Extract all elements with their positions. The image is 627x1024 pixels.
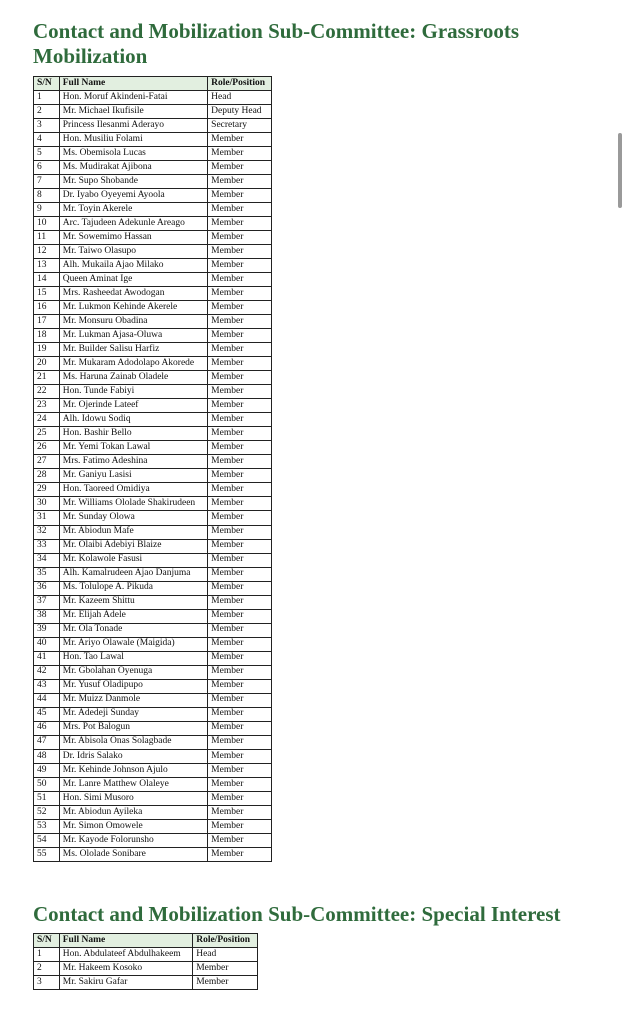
cell-role: Member bbox=[208, 735, 272, 749]
cell-sn: 46 bbox=[34, 721, 60, 735]
cell-full-name: Hon. Moruf Akindeni-Fatai bbox=[59, 91, 207, 105]
cell-full-name: Mr. Ola Tonade bbox=[59, 623, 207, 637]
table-row bbox=[34, 245, 272, 259]
cell-full-name: Mr. Mukaram Adodolapo Akorede bbox=[59, 357, 207, 371]
cell-full-name: Mrs. Pot Balogun bbox=[59, 721, 207, 735]
cell-sn: 21 bbox=[34, 371, 60, 385]
cell-role: Deputy Head bbox=[208, 105, 272, 119]
cell-full-name: Mr. Builder Salisu Harfiz bbox=[59, 343, 207, 357]
cell-role: Member bbox=[208, 791, 272, 805]
cell-full-name: Hon. Tao Lawal bbox=[59, 651, 207, 665]
cell-full-name: Mr. Abisola Onas Solagbade bbox=[59, 735, 207, 749]
cell-role: Member bbox=[208, 581, 272, 595]
cell-role: Member bbox=[208, 175, 272, 189]
table-row bbox=[34, 847, 272, 861]
cell-role: Member bbox=[208, 161, 272, 175]
table-row bbox=[34, 581, 272, 595]
cell-full-name: Mr. Ganiyu Lasisi bbox=[59, 469, 207, 483]
cell-role: Member bbox=[208, 637, 272, 651]
table-row bbox=[34, 948, 258, 962]
table-row bbox=[34, 651, 272, 665]
grassroots-member-table bbox=[33, 76, 272, 862]
cell-full-name: Hon. Musiliu Folami bbox=[59, 133, 207, 147]
table-row bbox=[34, 791, 272, 805]
table-row bbox=[34, 483, 272, 497]
cell-full-name: Hon. Abdulateef Abdulhakeem bbox=[59, 948, 192, 962]
table-row bbox=[34, 679, 272, 693]
cell-sn: 48 bbox=[34, 749, 60, 763]
table-row bbox=[34, 609, 272, 623]
cell-role: Secretary bbox=[208, 119, 272, 133]
cell-role: Member bbox=[208, 357, 272, 371]
cell-sn: 34 bbox=[34, 553, 60, 567]
cell-sn: 55 bbox=[34, 847, 60, 861]
cell-role: Member bbox=[208, 203, 272, 217]
cell-sn: 22 bbox=[34, 385, 60, 399]
cell-full-name: Mr. Abiodun Ayileka bbox=[59, 805, 207, 819]
cell-role: Member bbox=[208, 385, 272, 399]
cell-sn: 16 bbox=[34, 301, 60, 315]
column-header-full-name: Full Name bbox=[59, 77, 207, 91]
special-interest-member-table bbox=[33, 933, 258, 990]
cell-sn: 45 bbox=[34, 707, 60, 721]
cell-full-name: Mr. Toyin Akerele bbox=[59, 203, 207, 217]
cell-full-name: Mr. Sunday Olowa bbox=[59, 511, 207, 525]
cell-role: Member bbox=[208, 693, 272, 707]
cell-full-name: Mr. Lukman Ajasa-Oluwa bbox=[59, 329, 207, 343]
table-row bbox=[34, 511, 272, 525]
table-row bbox=[34, 637, 272, 651]
cell-sn: 8 bbox=[34, 189, 60, 203]
cell-role: Member bbox=[208, 539, 272, 553]
cell-sn: 54 bbox=[34, 833, 60, 847]
cell-full-name: Mr. Kolawole Fasusi bbox=[59, 553, 207, 567]
cell-role: Member bbox=[208, 609, 272, 623]
table-row bbox=[34, 693, 272, 707]
table-row bbox=[34, 273, 272, 287]
cell-sn: 36 bbox=[34, 581, 60, 595]
cell-sn: 6 bbox=[34, 161, 60, 175]
cell-full-name: Mr. Hakeem Kosoko bbox=[59, 962, 192, 976]
cell-role: Head bbox=[193, 948, 258, 962]
table-row bbox=[34, 231, 272, 245]
cell-role: Member bbox=[208, 553, 272, 567]
cell-role: Member bbox=[208, 833, 272, 847]
table-row bbox=[34, 343, 272, 357]
cell-full-name: Mr. Simon Omowele bbox=[59, 819, 207, 833]
cell-full-name: Mr. Sowemimo Hassan bbox=[59, 231, 207, 245]
cell-role: Member bbox=[208, 441, 272, 455]
table-row bbox=[34, 105, 272, 119]
cell-role: Member bbox=[193, 976, 258, 990]
cell-role: Member bbox=[208, 595, 272, 609]
column-header-role: Role/Position bbox=[208, 77, 272, 91]
cell-sn: 25 bbox=[34, 427, 60, 441]
cell-sn: 50 bbox=[34, 777, 60, 791]
cell-sn: 47 bbox=[34, 735, 60, 749]
cell-sn: 2 bbox=[34, 105, 60, 119]
cell-sn: 24 bbox=[34, 413, 60, 427]
section-title-special-interest: Contact and Mobilization Sub-Committee: Special Interest bbox=[33, 902, 561, 926]
cell-role: Member bbox=[208, 483, 272, 497]
cell-role: Member bbox=[208, 819, 272, 833]
table-row bbox=[34, 749, 272, 763]
table-row bbox=[34, 203, 272, 217]
cell-role: Member bbox=[208, 805, 272, 819]
column-header-full-name: Full Name bbox=[59, 934, 192, 948]
table-header-row bbox=[34, 934, 258, 948]
cell-sn: 1 bbox=[34, 948, 60, 962]
table-row bbox=[34, 469, 272, 483]
cell-role: Member bbox=[208, 525, 272, 539]
cell-role: Member bbox=[208, 455, 272, 469]
cell-full-name: Mr. Sakiru Gafar bbox=[59, 976, 192, 990]
cell-sn: 18 bbox=[34, 329, 60, 343]
cell-role: Member bbox=[208, 679, 272, 693]
cell-sn: 1 bbox=[34, 91, 60, 105]
cell-full-name: Mr. Williams Ololade Shakirudeen bbox=[59, 497, 207, 511]
cell-full-name: Ms. Mudirakat Ajibona bbox=[59, 161, 207, 175]
table-row bbox=[34, 301, 272, 315]
cell-sn: 13 bbox=[34, 259, 60, 273]
table-row bbox=[34, 497, 272, 511]
cell-sn: 2 bbox=[34, 962, 60, 976]
table-row bbox=[34, 623, 272, 637]
table-row bbox=[34, 259, 272, 273]
cell-role: Member bbox=[208, 343, 272, 357]
cell-sn: 17 bbox=[34, 315, 60, 329]
table-row bbox=[34, 539, 272, 553]
table-row bbox=[34, 721, 272, 735]
table-row bbox=[34, 385, 272, 399]
cell-role: Member bbox=[208, 623, 272, 637]
cell-full-name: Hon. Taoreed Omidiya bbox=[59, 483, 207, 497]
table-row bbox=[34, 763, 272, 777]
cell-role: Member bbox=[208, 763, 272, 777]
cell-role: Member bbox=[208, 651, 272, 665]
cell-role: Member bbox=[208, 665, 272, 679]
cell-role: Member bbox=[208, 315, 272, 329]
cell-role: Member bbox=[208, 231, 272, 245]
cell-sn: 19 bbox=[34, 343, 60, 357]
table-row bbox=[34, 287, 272, 301]
cell-role: Member bbox=[208, 287, 272, 301]
table-row bbox=[34, 315, 272, 329]
cell-role: Member bbox=[208, 707, 272, 721]
cell-sn: 27 bbox=[34, 455, 60, 469]
cell-full-name: Mr. Yemi Tokan Lawal bbox=[59, 441, 207, 455]
cell-sn: 53 bbox=[34, 819, 60, 833]
cell-full-name: Mr. Elijah Adele bbox=[59, 609, 207, 623]
cell-role: Member bbox=[208, 511, 272, 525]
cell-role: Member bbox=[208, 301, 272, 315]
table-row bbox=[34, 735, 272, 749]
cell-sn: 12 bbox=[34, 245, 60, 259]
vertical-scrollbar[interactable] bbox=[618, 133, 622, 208]
cell-sn: 41 bbox=[34, 651, 60, 665]
cell-sn: 37 bbox=[34, 595, 60, 609]
cell-sn: 11 bbox=[34, 231, 60, 245]
section-title-grassroots: Contact and Mobilization Sub-Committee: Grassroots Mobilization bbox=[33, 19, 520, 68]
table-row bbox=[34, 413, 272, 427]
cell-full-name: Dr. Iyabo Oyeyemi Ayoola bbox=[59, 189, 207, 203]
cell-full-name: Ms. Tolulope A. Pikuda bbox=[59, 581, 207, 595]
table-row bbox=[34, 371, 272, 385]
column-header-sn: S/N bbox=[34, 77, 60, 91]
cell-full-name: Ms. Ololade Sonibare bbox=[59, 847, 207, 861]
cell-role: Member bbox=[208, 259, 272, 273]
cell-sn: 40 bbox=[34, 637, 60, 651]
table-row bbox=[34, 962, 258, 976]
cell-sn: 7 bbox=[34, 175, 60, 189]
table-row bbox=[34, 133, 272, 147]
cell-full-name: Mr. Ojerinde Lateef bbox=[59, 399, 207, 413]
table-row bbox=[34, 427, 272, 441]
cell-sn: 10 bbox=[34, 217, 60, 231]
table-row bbox=[34, 119, 272, 133]
cell-full-name: Alh. Mukaila Ajao Milako bbox=[59, 259, 207, 273]
cell-sn: 9 bbox=[34, 203, 60, 217]
cell-role: Head bbox=[208, 91, 272, 105]
cell-full-name: Mrs. Rasheedat Awodogan bbox=[59, 287, 207, 301]
cell-sn: 32 bbox=[34, 525, 60, 539]
cell-full-name: Princess Ilesanmi Aderayo bbox=[59, 119, 207, 133]
cell-sn: 23 bbox=[34, 399, 60, 413]
cell-full-name: Mr. Olaibi Adebiyi Blaize bbox=[59, 539, 207, 553]
cell-full-name: Queen Aminat Ige bbox=[59, 273, 207, 287]
table-row bbox=[34, 441, 272, 455]
table-row bbox=[34, 399, 272, 413]
cell-sn: 33 bbox=[34, 539, 60, 553]
cell-sn: 3 bbox=[34, 976, 60, 990]
table-row bbox=[34, 819, 272, 833]
cell-sn: 35 bbox=[34, 567, 60, 581]
table-row bbox=[34, 833, 272, 847]
cell-full-name: Mr. Kehinde Johnson Ajulo bbox=[59, 763, 207, 777]
cell-sn: 14 bbox=[34, 273, 60, 287]
table-row bbox=[34, 455, 272, 469]
cell-full-name: Alh. Idowu Sodiq bbox=[59, 413, 207, 427]
cell-role: Member bbox=[208, 399, 272, 413]
table-row bbox=[34, 595, 272, 609]
table-row bbox=[34, 91, 272, 105]
cell-full-name: Mr. Lukmon Kehinde Akerele bbox=[59, 301, 207, 315]
cell-role: Member bbox=[193, 962, 258, 976]
cell-role: Member bbox=[208, 273, 272, 287]
table-row bbox=[34, 217, 272, 231]
cell-role: Member bbox=[208, 245, 272, 259]
cell-sn: 31 bbox=[34, 511, 60, 525]
table-row bbox=[34, 525, 272, 539]
cell-role: Member bbox=[208, 413, 272, 427]
column-header-sn: S/N bbox=[34, 934, 60, 948]
cell-role: Member bbox=[208, 721, 272, 735]
cell-sn: 3 bbox=[34, 119, 60, 133]
cell-sn: 20 bbox=[34, 357, 60, 371]
table-row bbox=[34, 189, 272, 203]
cell-full-name: Alh. Kamalrudeen Ajao Danjuma bbox=[59, 567, 207, 581]
cell-sn: 5 bbox=[34, 147, 60, 161]
cell-sn: 44 bbox=[34, 693, 60, 707]
cell-full-name: Ms. Obemisola Lucas bbox=[59, 147, 207, 161]
table-row bbox=[34, 707, 272, 721]
cell-sn: 30 bbox=[34, 497, 60, 511]
table-row bbox=[34, 553, 272, 567]
cell-full-name: Mr. Kayode Folorunsho bbox=[59, 833, 207, 847]
cell-full-name: Ms. Haruna Zainab Oladele bbox=[59, 371, 207, 385]
cell-full-name: Mr. Yusuf Oladipupo bbox=[59, 679, 207, 693]
cell-role: Member bbox=[208, 847, 272, 861]
cell-sn: 26 bbox=[34, 441, 60, 455]
table-row bbox=[34, 665, 272, 679]
cell-role: Member bbox=[208, 189, 272, 203]
table-row bbox=[34, 357, 272, 371]
cell-full-name: Mr. Michael Ikufisile bbox=[59, 105, 207, 119]
cell-sn: 42 bbox=[34, 665, 60, 679]
cell-role: Member bbox=[208, 371, 272, 385]
cell-role: Member bbox=[208, 749, 272, 763]
cell-full-name: Mr. Monsuru Obadina bbox=[59, 315, 207, 329]
table-row bbox=[34, 976, 258, 990]
table-row bbox=[34, 329, 272, 343]
cell-full-name: Mr. Adedeji Sunday bbox=[59, 707, 207, 721]
cell-role: Member bbox=[208, 329, 272, 343]
cell-full-name: Hon. Tunde Fabiyi bbox=[59, 385, 207, 399]
cell-role: Member bbox=[208, 147, 272, 161]
cell-sn: 39 bbox=[34, 623, 60, 637]
column-header-role: Role/Position bbox=[193, 934, 258, 948]
cell-full-name: Mr. Ariyo Olawale (Maigida) bbox=[59, 637, 207, 651]
cell-full-name: Mr. Taiwo Olasupo bbox=[59, 245, 207, 259]
cell-sn: 43 bbox=[34, 679, 60, 693]
table-row bbox=[34, 777, 272, 791]
table-row bbox=[34, 567, 272, 581]
cell-full-name: Dr. Idris Salako bbox=[59, 749, 207, 763]
cell-sn: 29 bbox=[34, 483, 60, 497]
cell-role: Member bbox=[208, 217, 272, 231]
cell-sn: 51 bbox=[34, 791, 60, 805]
cell-full-name: Arc. Tajudeen Adekunle Areago bbox=[59, 217, 207, 231]
table-row bbox=[34, 805, 272, 819]
cell-full-name: Mr. Gbolahan Oyenuga bbox=[59, 665, 207, 679]
cell-sn: 38 bbox=[34, 609, 60, 623]
cell-sn: 15 bbox=[34, 287, 60, 301]
cell-full-name: Mrs. Fatimo Adeshina bbox=[59, 455, 207, 469]
cell-role: Member bbox=[208, 133, 272, 147]
cell-role: Member bbox=[208, 469, 272, 483]
cell-full-name: Mr. Lanre Matthew Olaleye bbox=[59, 777, 207, 791]
cell-full-name: Mr. Supo Shobande bbox=[59, 175, 207, 189]
table-row bbox=[34, 175, 272, 189]
cell-sn: 49 bbox=[34, 763, 60, 777]
table-row bbox=[34, 147, 272, 161]
cell-full-name: Hon. Bashir Bello bbox=[59, 427, 207, 441]
cell-role: Member bbox=[208, 427, 272, 441]
cell-sn: 4 bbox=[34, 133, 60, 147]
cell-role: Member bbox=[208, 777, 272, 791]
cell-full-name: Mr. Muizz Danmole bbox=[59, 693, 207, 707]
cell-full-name: Mr. Abiodun Mafe bbox=[59, 525, 207, 539]
cell-full-name: Hon. Simi Musoro bbox=[59, 791, 207, 805]
cell-role: Member bbox=[208, 567, 272, 581]
table-row bbox=[34, 161, 272, 175]
cell-full-name: Mr. Kazeem Shittu bbox=[59, 595, 207, 609]
table-header-row bbox=[34, 77, 272, 91]
cell-role: Member bbox=[208, 497, 272, 511]
cell-sn: 52 bbox=[34, 805, 60, 819]
cell-sn: 28 bbox=[34, 469, 60, 483]
